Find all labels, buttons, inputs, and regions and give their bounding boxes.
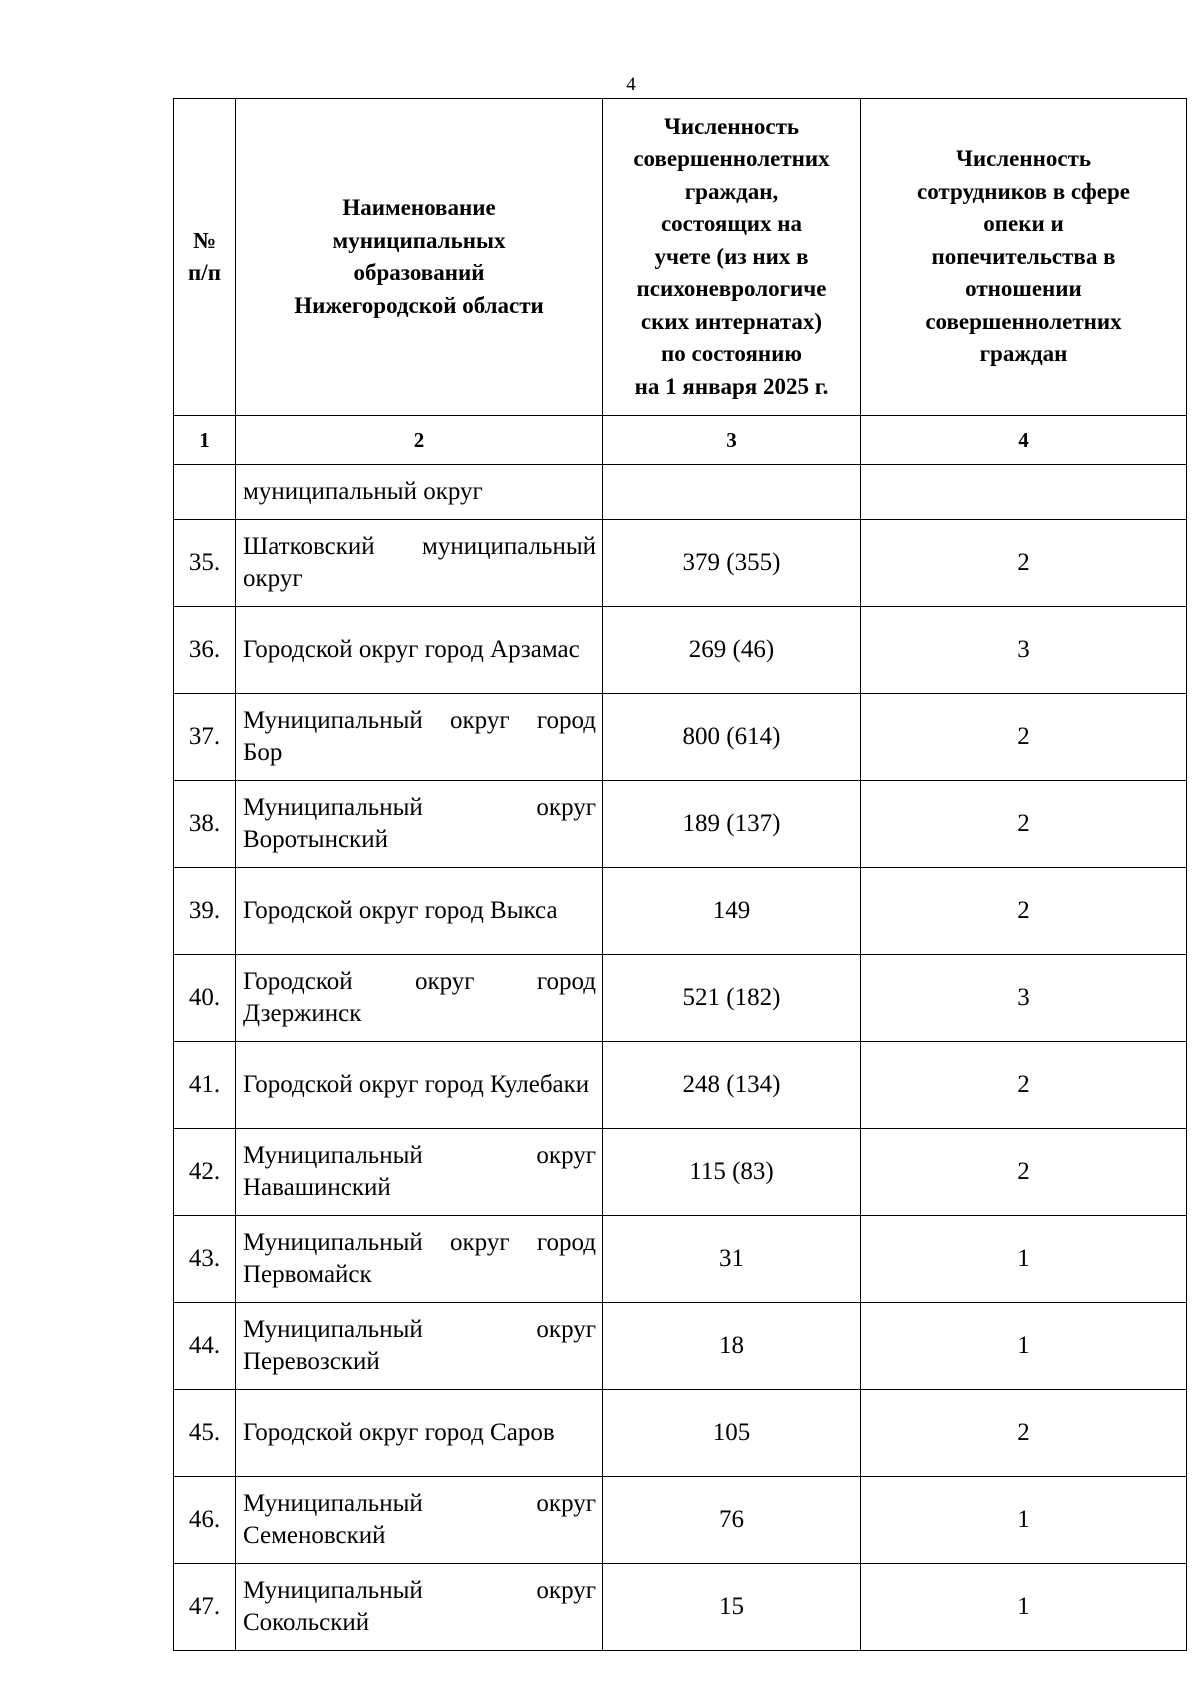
row-number: 39. bbox=[174, 868, 236, 955]
table-row bbox=[174, 1042, 1187, 1129]
header-line: состоящих на bbox=[660, 211, 803, 237]
registered-count: 379 (355) bbox=[603, 520, 861, 607]
municipality-name: Муниципальный округ город Бор bbox=[236, 694, 603, 781]
row-number: 45. bbox=[174, 1390, 236, 1477]
table-header-row bbox=[174, 99, 1187, 416]
table-row bbox=[174, 1564, 1187, 1651]
table-row bbox=[174, 1216, 1187, 1303]
header-line: граждан, bbox=[684, 178, 779, 204]
table-row bbox=[174, 1129, 1187, 1216]
row-number: 37. bbox=[174, 694, 236, 781]
registered-count: 31 bbox=[603, 1216, 861, 1303]
municipality-name: Муниципальный округ Навашинский bbox=[236, 1129, 603, 1216]
row-number: 35. bbox=[174, 520, 236, 607]
municipalities-table bbox=[173, 98, 1187, 1651]
continuation-row bbox=[174, 465, 1187, 520]
header-line: попечительства в bbox=[931, 243, 1116, 269]
header-line: № bbox=[192, 227, 217, 253]
page-number: 4 bbox=[626, 74, 636, 95]
staff-count: 3 bbox=[861, 607, 1187, 694]
staff-count: 2 bbox=[861, 520, 1187, 607]
header-line: психоневрологиче bbox=[636, 276, 827, 302]
staff-count: 2 bbox=[861, 694, 1187, 781]
row-number: 47. bbox=[174, 1564, 236, 1651]
row-number: 40. bbox=[174, 955, 236, 1042]
staff-count: 1 bbox=[861, 1564, 1187, 1651]
staff-count: 2 bbox=[861, 868, 1187, 955]
registered-count: 15 bbox=[603, 1564, 861, 1651]
table-row bbox=[174, 694, 1187, 781]
staff-count: 3 bbox=[861, 955, 1187, 1042]
staff-count: 2 bbox=[861, 1129, 1187, 1216]
header-line: учете (из них в bbox=[654, 243, 809, 269]
registered-count: 115 (83) bbox=[603, 1129, 861, 1216]
header-line: п/п bbox=[188, 260, 221, 285]
staff-count: 1 bbox=[861, 1303, 1187, 1390]
header-municipality bbox=[236, 99, 603, 416]
municipality-name: Муниципальный округ Воротынский bbox=[236, 781, 603, 868]
row-number: 46. bbox=[174, 1477, 236, 1564]
header-line: по состоянию bbox=[661, 341, 802, 367]
table-row bbox=[174, 955, 1187, 1042]
staff-count: 1 bbox=[861, 1477, 1187, 1564]
table-row bbox=[174, 607, 1187, 694]
registered-count: 800 (614) bbox=[603, 694, 861, 781]
municipality-name: Городской округ город Арзамас bbox=[236, 607, 603, 694]
staff-count: 1 bbox=[861, 1216, 1187, 1303]
municipality-name: Шатковский муниципальный округ bbox=[236, 520, 603, 607]
header-line: Численность bbox=[955, 146, 1092, 172]
header-staff-count bbox=[861, 99, 1187, 416]
municipality-name: Муниципальный округ Семеновский bbox=[236, 1477, 603, 1564]
staff-count: 2 bbox=[861, 1390, 1187, 1477]
registered-count: 248 (134) bbox=[603, 1042, 861, 1129]
staff-count: 2 bbox=[861, 1042, 1187, 1129]
header-line: Наименование bbox=[342, 195, 496, 220]
column-number: 3 bbox=[603, 416, 861, 465]
row-number: 43. bbox=[174, 1216, 236, 1303]
continuation-text: муниципальный округ bbox=[236, 465, 603, 520]
header-line: сотрудников в сфере bbox=[917, 178, 1130, 204]
table-row bbox=[174, 1390, 1187, 1477]
registered-count: 521 (182) bbox=[603, 955, 861, 1042]
empty-cell bbox=[603, 465, 861, 520]
empty-cell bbox=[174, 465, 236, 520]
municipality-name: Городской округ город Дзержинск bbox=[236, 955, 603, 1042]
header-line: совершеннолетних bbox=[925, 308, 1122, 334]
column-number: 2 bbox=[236, 416, 603, 465]
empty-cell bbox=[861, 465, 1187, 520]
table-row bbox=[174, 781, 1187, 868]
municipality-name: Муниципальный округ Перевозский bbox=[236, 1303, 603, 1390]
header-number bbox=[174, 99, 236, 416]
table-row bbox=[174, 1477, 1187, 1564]
header-registered-count bbox=[603, 99, 861, 416]
municipality-name: Муниципальный округ Сокольский bbox=[236, 1564, 603, 1651]
header-line: Численность bbox=[663, 113, 800, 139]
municipality-name: Городской округ город Выкса bbox=[236, 868, 603, 955]
column-number: 4 bbox=[861, 416, 1187, 465]
row-number: 38. bbox=[174, 781, 236, 868]
table-row bbox=[174, 520, 1187, 607]
header-line: образований bbox=[353, 260, 485, 285]
registered-count: 105 bbox=[603, 1390, 861, 1477]
table-row bbox=[174, 868, 1187, 955]
row-number: 44. bbox=[174, 1303, 236, 1390]
header-line: на 1 января 2025 г. bbox=[634, 373, 829, 399]
municipality-name: Муниципальный округ город Первомайск bbox=[236, 1216, 603, 1303]
row-number: 36. bbox=[174, 607, 236, 694]
row-number: 42. bbox=[174, 1129, 236, 1216]
header-line: опеки и bbox=[983, 211, 1064, 237]
municipality-name: Городской округ город Кулебаки bbox=[236, 1042, 603, 1129]
table-row bbox=[174, 1303, 1187, 1390]
column-number: 1 bbox=[174, 416, 236, 465]
municipality-name: Городской округ город Саров bbox=[236, 1390, 603, 1477]
row-number: 41. bbox=[174, 1042, 236, 1129]
header-line: отношении bbox=[965, 276, 1082, 302]
header-line: Нижегородской области bbox=[294, 292, 544, 318]
header-line: совершеннолетних bbox=[633, 146, 830, 172]
registered-count: 269 (46) bbox=[603, 607, 861, 694]
header-line: ских интернатах) bbox=[640, 308, 823, 334]
registered-count: 18 bbox=[603, 1303, 861, 1390]
staff-count: 2 bbox=[861, 781, 1187, 868]
header-line: муниципальных bbox=[332, 227, 506, 253]
header-line: граждан bbox=[979, 341, 1068, 367]
registered-count: 189 (137) bbox=[603, 781, 861, 868]
registered-count: 149 bbox=[603, 868, 861, 955]
column-numbers-row bbox=[174, 416, 1187, 465]
registered-count: 76 bbox=[603, 1477, 861, 1564]
